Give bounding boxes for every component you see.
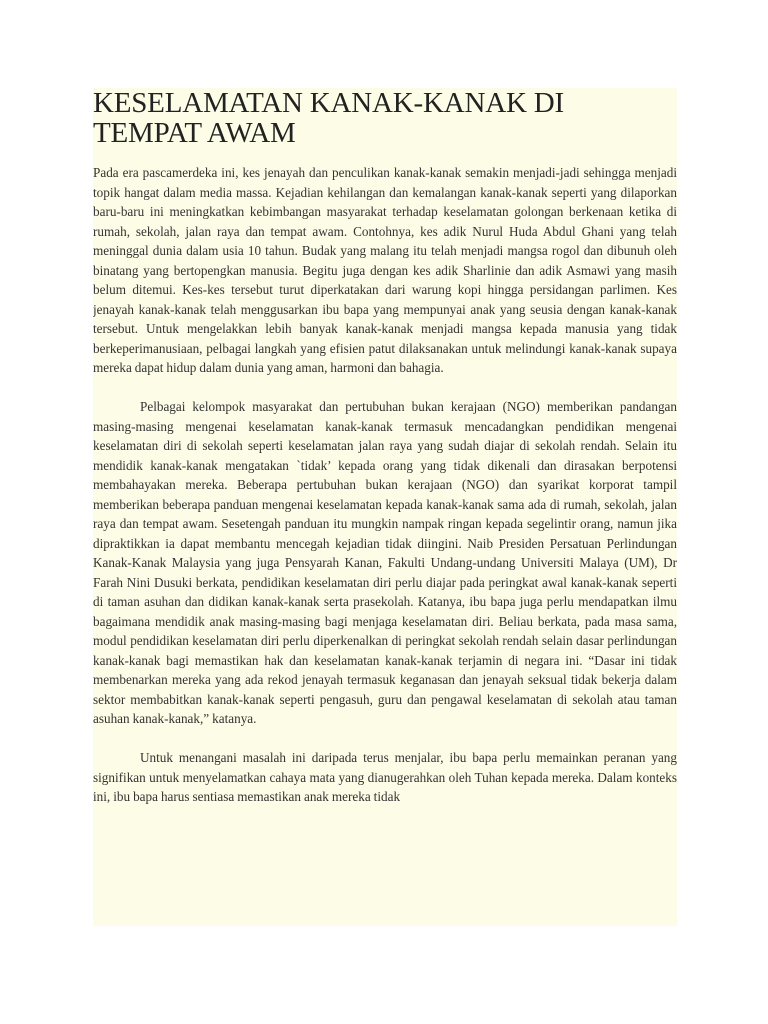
paragraph-1: Pada era pascamerdeka ini, kes jenayah dan penculikan kanak-kanak semakin menjadi-jadi sehingga menjadi topik hangat dalam media massa. Kejadian kehilangan dan kemalangan kanak-kanak seperti yang dilaporkan baru-baru ini meningkatkan kebimbangan masyarakat terhadap keselamatan golongan berkenaan ketika di rumah, sekolah, jalan raya dan tempat awam. Contohnya, kes adik Nurul Huda Abdul Ghani yang telah meninggal dunia dalam usia 10 tahun. Budak yang malang itu telah menjadi mangsa rogol dan dibunuh oleh binatang yang bertopengkan manusia. Begitu juga dengan kes adik Sharlinie dan adik Asmawi yang masih belum ditemui. Kes-kes tersebut turut diperkatakan dari warung kopi hingga persidangan parlimen. Kes jenayah kanak-kanak telah menggusarkan ibu bapa yang mempunyai anak yang seusia dengan kanak-kanak tersebut. Untuk mengelakkan lebih banyak kanak-kanak menjadi mangsa kepada manusia yang tidak berkeperimanusiaan, pelbagai langkah yang efisien patut dilaksanakan untuk melindungi kanak-kanak supaya mereka dapat hidup dalam dunia yang aman, harmoni dan bahagia.: [93, 165, 677, 375]
title-line-2: TEMPAT AWAM: [93, 117, 296, 149]
document-page: [93, 88, 677, 926]
document-title: [93, 88, 677, 148]
paragraph-3: Untuk menangani masalah ini daripada terus menjalar, ibu bapa perlu memainkan peranan yang signifikan untuk menyelamatkan cahaya mata yang dianugerahkan oleh Tuhan kepada mereka. Dalam konteks ini, ibu bapa harus sentiasa memastikan anak mereka tidak: [93, 750, 677, 804]
paragraph-2: Pelbagai kelompok masyarakat dan pertubuhan bukan kerajaan (NGO) memberikan pandangan masing-masing mengenai keselamatan kanak-kanak termasuk mencadangkan pendidikan mengenai keselamatan diri di sekolah seperti keselamatan jalan raya yang sudah diajar di sekolah rendah. Selain itu mendidik kanak-kanak mengatakan `tidak’ kepada orang yang tidak dikenali dan dirasakan berpotensi membahayakan mereka. Beberapa pertubuhan bukan kerajaan (NGO) dan syarikat korporat tampil memberikan beberapa panduan mengenai keselamatan kepada kanak-kanak sama ada di rumah, sekolah, jalan raya dan tempat awam. Sesetengah panduan itu mungkin nampak ringan kepada segelintir orang, namun jika dipraktikkan ia dapat membantu mencegah kejadian tidak diingini. Naib Presiden Persatuan Perlindungan Kanak-Kanak Malaysia yang juga Pensyarah Kanan, Fakulti Undang-undang Universiti Malaya (UM), Dr Farah Nini Dusuki berkata, pendidikan keselamatan diri perlu diajar pada peringkat awal kanak-kanak seperti di taman asuhan dan didikan kanak-kanak serta prasekolah. Katanya, ibu bapa juga perlu mendapatkan ilmu bagaimana mendidik anak masing-masing bagi menjaga keselamatan diri. Beliau berkata, pada masa sama, modul pendidikan keselamatan diri perlu diperkenalkan di peringkat sekolah rendah selain dasar perlindungan kanak-kanak bagi memastikan hak dan keselamatan kanak-kanak terjamin di negara ini. “Dasar ini tidak membenarkan mereka yang ada rekod jenayah termasuk keganasan dan jenayah seksual tidak bekerja dalam sektor membabitkan kanak-kanak seperti pengasuh, guru dan pengawal keselamatan di sekolah atau taman asuhan kanak-kanak,” katanya.: [93, 399, 677, 726]
title-line-1: KESELAMATAN KANAK-KANAK DI: [93, 88, 564, 119]
